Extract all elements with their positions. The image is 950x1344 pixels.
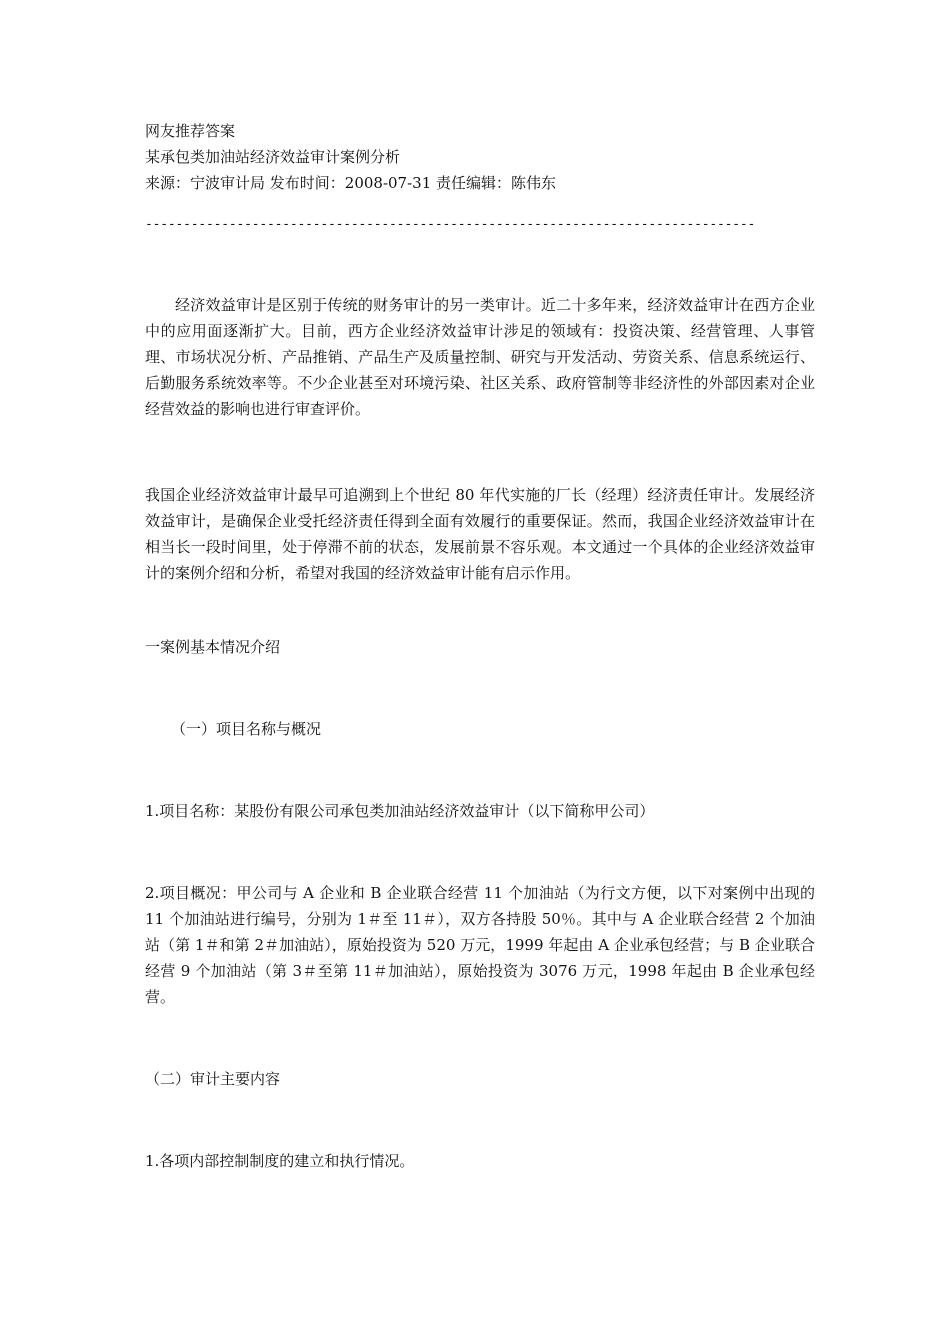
item-project-name: 1.项目名称：某股份有限公司承包类加油站经济效益审计（以下简称甲公司） xyxy=(145,802,655,820)
subsection-heading-1: （一）项目名称与概况 xyxy=(171,720,322,738)
article-meta: 来源：宁波审计局 发布时间：2008-07-31 责任编辑：陈伟东 xyxy=(145,174,557,192)
intro-paragraph-2: 我国企业经济效益审计最早可追溯到上个世纪 80 年代实施的厂长（经理）经济责任审计。发展经济效益审计，是确保企业受托经济责任得到全面有效履行的重要保证。然而，我国企业经济效益审计在相当长一段时间里，处于停滞不前的状态，发展前景不容乐观。本文通过一个具体的企业经济效益审计的案例介绍和分析，希望对我国的经济效益审计能有启示作用。 xyxy=(145,486,815,582)
document-page xyxy=(145,118,815,1174)
subsection-heading-2: （二）审计主要内容 xyxy=(145,1070,281,1088)
recommend-label: 网友推荐答案 xyxy=(145,122,236,140)
section-heading-1: 一案例基本情况介绍 xyxy=(145,638,281,656)
item-internal-control: 1.各项内部控制制度的建立和执行情况。 xyxy=(145,1152,415,1170)
intro-paragraph-1: 经济效益审计是区别于传统的财务审计的另一类审计。近二十多年来，经济效益审计在西方企业中的应用面逐渐扩大。目前，西方企业经济效益审计涉足的领域有：投资决策、经营管理、人事管理、市场状况分析、产品推销、产品生产及质量控制、研究与开发活动、劳资关系、信息系统运行、后勤服务系统效率等。不少企业甚至对环境污染、社区关系、政府管制等非经济性的外部因素对企业经营效益的影响也进行审查评价。 xyxy=(145,296,815,418)
article-title: 某承包类加油站经济效益审计案例分析 xyxy=(145,148,401,166)
item-project-overview: 2.项目概况：甲公司与 A 企业和 B 企业联合经营 11 个加油站（为行文方便，以下对案例中出现的 11 个加油站进行编号，分别为 1＃至 11＃），双方各持股 50％。其中与 A 企业联合经营 2 个加油站（第 1＃和第 2＃加油站），原始投资为 520 万元，1999 年起由 A 企业承包经营；与 B 企业联合经营 9 个加油站（第 3＃至第 11＃加油站），原始投资为 3076 万元，1998 年起由 B 企业承包经营。 xyxy=(145,884,815,1006)
divider-line: -------------------------------------------------------------------------------- xyxy=(145,217,756,232)
